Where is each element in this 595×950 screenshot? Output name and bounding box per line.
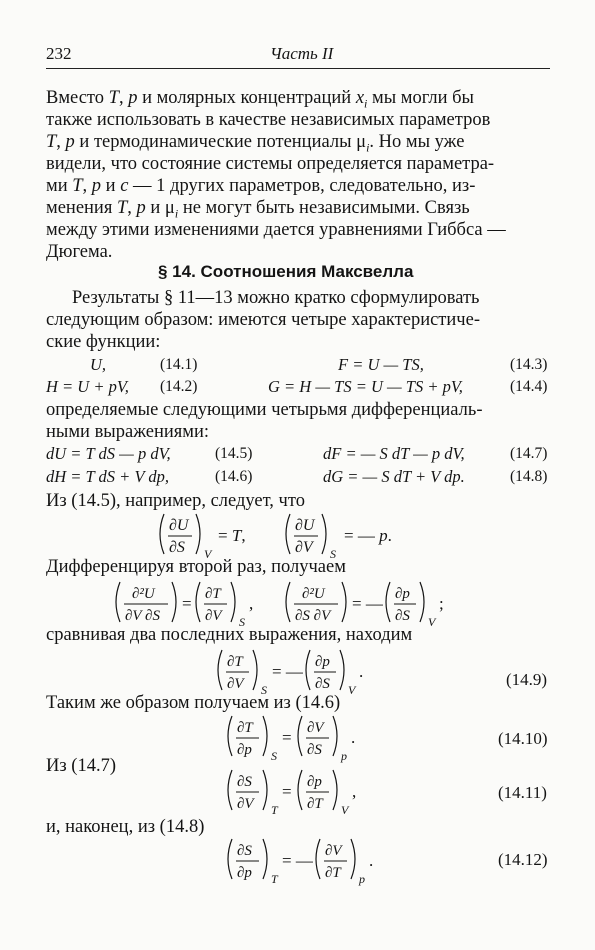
label-14-1: (14.1)	[160, 356, 198, 373]
svg-text:∂p: ∂p	[307, 774, 322, 790]
svg-text:∂T: ∂T	[227, 654, 243, 670]
para1-line-1: Вместо T, p и молярных концентраций $x_i$ мы могли бы	[46, 88, 474, 111]
text-differentiating: Дифференцируя второй раз, получаем	[46, 557, 346, 577]
svg-text:∂T: ∂T	[307, 796, 323, 812]
page-number: 232	[46, 44, 72, 63]
svg-text:p: p	[341, 749, 347, 763]
svg-text:∂p: ∂p	[315, 654, 330, 670]
svg-text:∂S: ∂S	[237, 843, 252, 859]
para2-line-3: ские функции:	[46, 332, 161, 352]
svg-text:p: p	[359, 872, 365, 886]
svg-text:= —: = —	[272, 662, 303, 681]
svg-text:∂S: ∂S	[315, 676, 330, 692]
svg-text:V: V	[348, 683, 356, 697]
svg-text:∂p: ∂p	[237, 865, 252, 881]
svg-text:∂T: ∂T	[237, 720, 253, 736]
label-14-11: (14.11)	[498, 783, 547, 802]
para1-line-6: менения T, p и $\mu_i$ не могут быть независимыми. Связь	[46, 198, 470, 221]
svg-text:V: V	[204, 547, 212, 561]
svg-text:= —: = —	[352, 594, 383, 613]
svg-text:,: ,	[352, 782, 357, 801]
label-14-9: (14.9)	[506, 670, 548, 689]
svg-text:V: V	[428, 615, 436, 629]
para1-line-5: ми T, p и c — 1 других параметров, следовательно, из-	[46, 176, 476, 196]
svg-text:∂V: ∂V	[325, 843, 342, 859]
text-example: Из (14.5), например, следует, что	[46, 491, 305, 511]
equation-14-12	[222, 835, 422, 887]
function-h: H = U + pV,	[46, 377, 129, 396]
svg-text:=: =	[182, 594, 192, 613]
text-comparing: сравнивая два последних выражения, находим	[46, 625, 413, 645]
svg-text:T: T	[271, 872, 278, 886]
svg-text:∂²U: ∂²U	[132, 586, 155, 602]
svg-text:∂²U: ∂²U	[302, 586, 325, 602]
equation-14-10	[222, 712, 422, 764]
svg-text:= T,: = T,	[218, 526, 246, 545]
label-14-12: (14.12)	[498, 850, 548, 869]
svg-text:∂V: ∂V	[227, 676, 244, 692]
text-similarly: Таким же образом получаем из (14.6)	[46, 693, 341, 713]
label-14-6: (14.6)	[215, 468, 253, 485]
text-from-14-7: Из (14.7)	[46, 756, 116, 776]
svg-text:S: S	[239, 615, 245, 629]
svg-text:=: =	[282, 728, 292, 747]
svg-text:∂S: ∂S	[237, 774, 252, 790]
para1-line-3: T, p и термодинамические потенциалы $\mu_i$. Но мы уже	[46, 132, 465, 155]
svg-text:;: ;	[439, 594, 444, 613]
para1-line-7: между этими изменениями дается уравнениями Гиббса —	[46, 220, 506, 240]
svg-text:∂V ∂S: ∂V ∂S	[125, 608, 160, 624]
para1-line-8: Дюгема.	[46, 242, 113, 262]
running-title: Часть II	[270, 44, 334, 63]
svg-text:∂T: ∂T	[205, 586, 221, 602]
function-f: F = U — TS,	[338, 355, 424, 374]
svg-text:S: S	[271, 749, 277, 763]
svg-text:,: ,	[249, 594, 254, 613]
function-g: G = H — TS = U — TS + pV,	[268, 377, 463, 396]
svg-text:∂V: ∂V	[295, 539, 313, 556]
svg-text:∂S: ∂S	[307, 742, 322, 758]
svg-text:V: V	[341, 803, 349, 817]
svg-text:∂S ∂V: ∂S ∂V	[295, 608, 331, 624]
para3-line-2: ными выражениями:	[46, 422, 209, 442]
svg-text:.: .	[351, 728, 356, 747]
label-14-5: (14.5)	[215, 445, 253, 462]
equation-14-11	[222, 766, 422, 818]
svg-text:=: =	[282, 782, 292, 801]
svg-text:= —: = —	[282, 851, 313, 870]
svg-text:T: T	[271, 803, 278, 817]
svg-text:∂V: ∂V	[205, 608, 222, 624]
label-14-10: (14.10)	[498, 729, 548, 748]
svg-text:∂p: ∂p	[237, 742, 252, 758]
differential-dh: dH = T dS + V dp,	[46, 467, 169, 486]
svg-text:∂S: ∂S	[395, 608, 410, 624]
svg-text:∂U: ∂U	[169, 517, 189, 534]
svg-text:.: .	[369, 851, 374, 870]
section-title: § 14. Соотношения Максвелла	[158, 262, 414, 281]
svg-text:= — p.: = — p.	[344, 526, 392, 545]
label-14-2: (14.2)	[160, 378, 198, 395]
para2-line-1: Результаты § 11—13 можно кратко сформулировать	[72, 288, 480, 308]
header-rule	[46, 68, 550, 69]
svg-text:∂U: ∂U	[295, 517, 315, 534]
para3-line-1: определяемые следующими четырьмя дифференциаль-	[46, 400, 483, 420]
para1-line-2: также использовать в качестве независимых параметров	[46, 110, 491, 130]
para2-line-2: следующим образом: имеются четыре характеристиче-	[46, 310, 480, 330]
differential-dg: dG = — S dT + V dp.	[323, 467, 465, 486]
differential-du: dU = T dS — p dV,	[46, 444, 171, 463]
svg-text:∂V: ∂V	[307, 720, 324, 736]
svg-text:S: S	[261, 683, 267, 697]
label-14-3: (14.3)	[510, 356, 548, 373]
label-14-8: (14.8)	[510, 468, 548, 485]
svg-text:∂S: ∂S	[169, 539, 185, 556]
label-14-4: (14.4)	[510, 378, 548, 395]
svg-text:S: S	[330, 547, 336, 561]
function-u: U,	[90, 355, 107, 374]
svg-text:∂p: ∂p	[395, 586, 410, 602]
differential-df: dF = — S dT — p dV,	[323, 444, 465, 463]
text-finally: и, наконец, из (14.8)	[46, 817, 205, 837]
svg-text:∂T: ∂T	[325, 865, 341, 881]
label-14-7: (14.7)	[510, 445, 548, 462]
svg-text:∂V: ∂V	[237, 796, 254, 812]
svg-text:.: .	[359, 662, 364, 681]
para1-line-4: видели, что состояние системы определяется параметра-	[46, 154, 495, 174]
